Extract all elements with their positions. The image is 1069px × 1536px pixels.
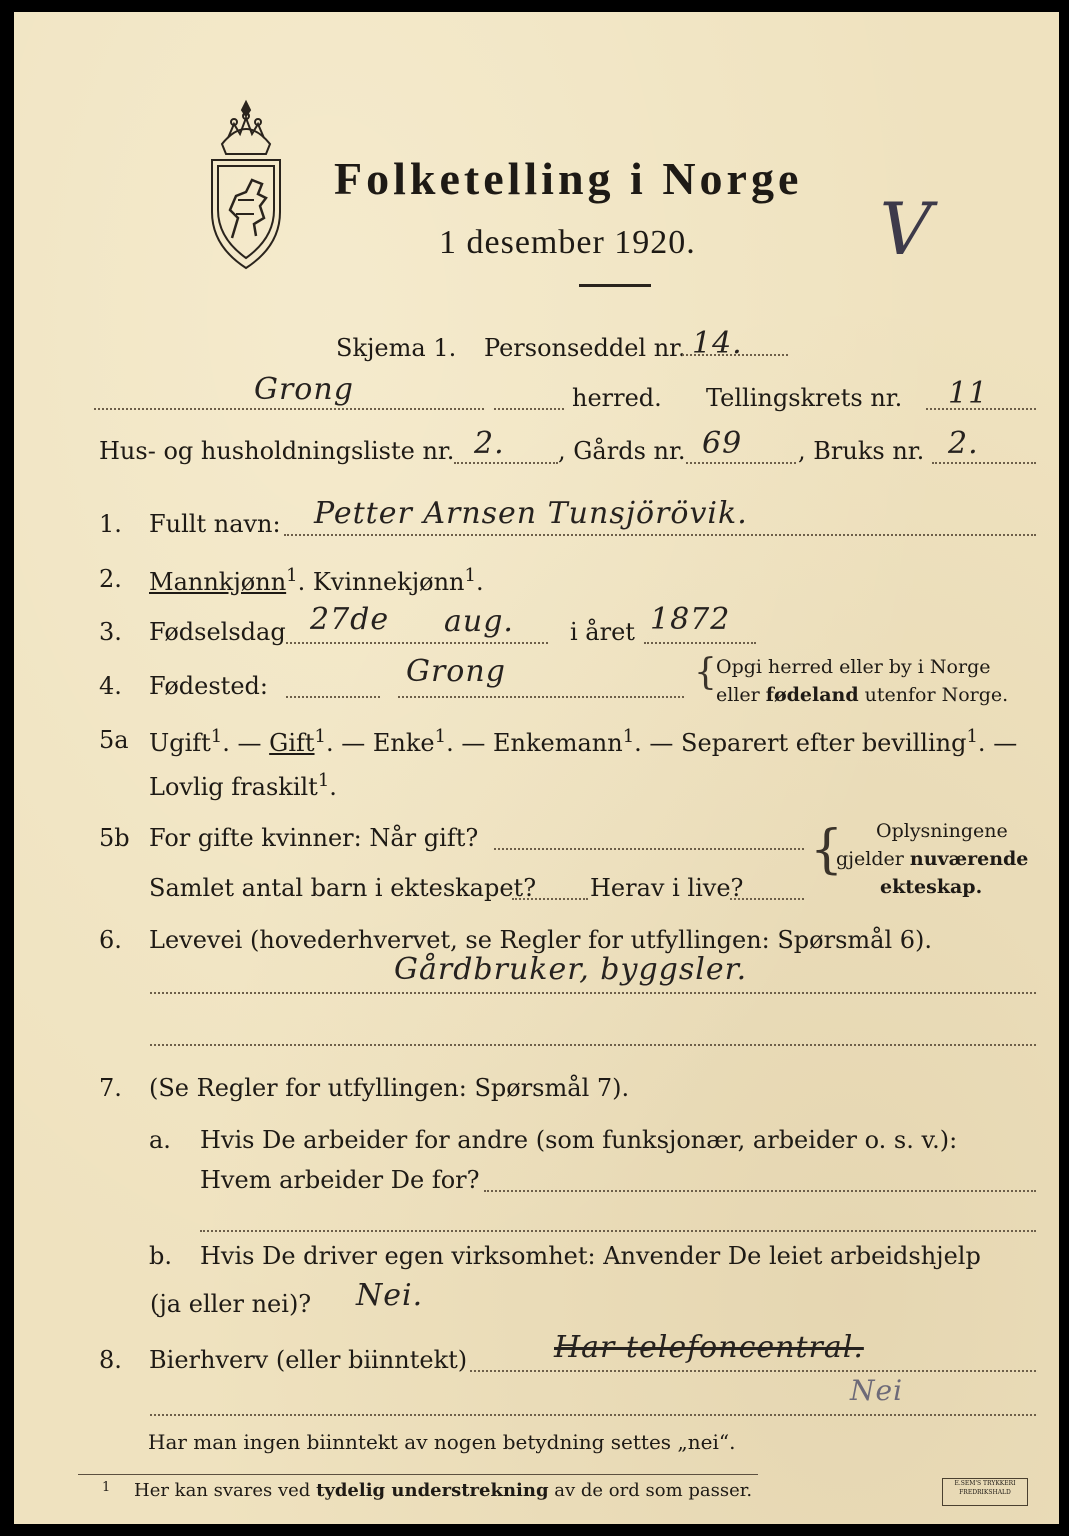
gards-line [686, 462, 796, 464]
q7-number: 7. [99, 1074, 122, 1102]
coat-of-arms-icon [198, 98, 294, 278]
q5b-live-label: Herav i live? [590, 874, 744, 902]
q7a-letter: a. [149, 1126, 171, 1154]
q1-label: Fullt navn: [149, 510, 281, 538]
form-title: Folketelling i Norge [334, 153, 803, 204]
q7a-who-line [484, 1190, 1036, 1192]
q3-label: Fødselsdag [149, 618, 286, 646]
q5b-note-1: Oplysningene [876, 820, 1008, 842]
q3-year-label: i året [570, 618, 635, 646]
q7b-value: Nei. [356, 1278, 424, 1313]
herred-line [94, 408, 484, 410]
q4-note-1: Opgi herred eller by i Norge [716, 656, 991, 678]
q4-line-a [286, 696, 380, 698]
census-form-page [14, 12, 1059, 1524]
q1-number: 1. [99, 510, 122, 538]
q7b-letter: b. [149, 1242, 172, 1270]
q5b-brace: { [810, 820, 844, 880]
q5a-lovlig: Lovlig fraskilt$^1$. [149, 770, 337, 801]
herred-line-2 [494, 408, 564, 410]
q8-mark: Nei [850, 1374, 904, 1407]
title-divider [579, 284, 651, 287]
printer-line-1: E.SEM'S TRYKKERI [954, 1480, 1016, 1487]
q1-value: Petter Arnsen Tunsjörövik. [314, 496, 748, 531]
q5b-label: For gifte kvinner: Når gift? [149, 824, 479, 852]
tellingskrets-label: Tellingskrets nr. [706, 384, 903, 412]
q8-line-2 [150, 1414, 1036, 1416]
q4-label: Fødested: [149, 672, 268, 700]
q3-day: 27de [310, 602, 390, 637]
q5b-barn-label: Samlet antal barn i ekteskapet? [149, 874, 537, 902]
footer-note: Har man ingen biinntekt av nogen betydning settes „nei“. [148, 1430, 736, 1454]
q7b-jn: (ja eller nei)? [150, 1290, 312, 1318]
q5b-live-line [730, 898, 804, 900]
q2-number: 2. [99, 565, 122, 593]
personseddel-value: 14. [692, 326, 743, 361]
q2-options: Mannkjønn$^1$. Kvinnekjønn$^1$. [149, 565, 484, 596]
q2-male-sup: 1 [286, 565, 298, 586]
q6-line-2 [150, 1044, 1036, 1046]
hus-label: Hus- og husholdningsliste nr. [99, 437, 455, 465]
hus-value: 2. [474, 426, 505, 461]
q6-number: 6. [99, 926, 122, 954]
personseddel-label: Personseddel nr. [484, 334, 686, 362]
footnote-rule [78, 1474, 758, 1475]
q4-note-2: eller fødeland utenfor Norge. [716, 684, 1009, 706]
q3-day-line [286, 642, 548, 644]
q2-male: Mannkjønn [149, 568, 287, 596]
printer-line-2: FREDRIKSHALD [959, 1489, 1011, 1496]
printer-stamp [942, 1478, 1028, 1506]
tellingskrets-value: 11 [948, 376, 989, 411]
q4-number: 4. [99, 672, 122, 700]
form-date: 1 desember 1920. [439, 224, 696, 261]
q3-year: 1872 [650, 602, 731, 637]
check-mark: V [870, 187, 941, 271]
q8-line [470, 1370, 1036, 1372]
q7b-label: Hvis De driver egen virksomhet: Anvender De leiet arbeidshjelp [200, 1242, 981, 1270]
footnote: Her kan svares ved tydelig understrekning av de ord som passer. [134, 1480, 753, 1501]
bruks-value: 2. [948, 426, 979, 461]
q8-label: Bierhverv (eller biinntekt) [149, 1346, 468, 1374]
q4-value: Grong [406, 654, 506, 689]
q5a-number: 5a [99, 726, 129, 754]
q7a-line-2 [200, 1230, 1036, 1232]
q8-number: 8. [99, 1346, 122, 1374]
q4-brace: { [694, 652, 717, 693]
q7-label: (Se Regler for utfyllingen: Spørsmål 7). [149, 1074, 630, 1102]
bruks-line [932, 462, 1036, 464]
q5b-note-2: gjelder nuværende [836, 848, 1029, 870]
q5a-options: Ugift$^1$. — Gift$^1$. — Enke$^1$. — Enkemann$^1$. — Separert efter bevilling$^1$. — [149, 726, 1018, 757]
q5b-note-3: ekteskap. [880, 876, 983, 898]
bruks-label: , Bruks nr. [798, 437, 925, 465]
q2-female-sup: 1 [464, 565, 476, 586]
q6-value: Gårdbruker, byggsler. [394, 952, 748, 987]
herred-value: Grong [254, 372, 354, 407]
q7a-who: Hvem arbeider De for? [200, 1166, 480, 1194]
gards-label: , Gårds nr. [558, 437, 686, 465]
q4-line-b [398, 696, 684, 698]
gards-value: 69 [702, 426, 743, 461]
q8-value: Har telefoncentral. [554, 1330, 864, 1365]
herred-label: herred. [572, 384, 662, 412]
q5b-barn-line [512, 898, 588, 900]
skjema-label: Skjema 1. [336, 334, 457, 362]
q3-number: 3. [99, 618, 122, 646]
q3-month: aug. [444, 604, 514, 639]
q5b-number: 5b [99, 824, 130, 852]
q2-female: Kvinnekjønn [312, 568, 465, 596]
q1-line [284, 534, 1036, 536]
footnote-marker: 1 [102, 1480, 111, 1495]
q7a-label: Hvis De arbeider for andre (som funksjonær, arbeider o. s. v.): [200, 1126, 958, 1154]
q6-label: Levevei (hovederhvervet, se Regler for utfyllingen: Spørsmål 6). [149, 926, 933, 954]
q6-line-1 [150, 992, 1036, 994]
hus-line [454, 462, 558, 464]
q3-year-line [644, 642, 756, 644]
q5b-when-line [494, 848, 804, 850]
